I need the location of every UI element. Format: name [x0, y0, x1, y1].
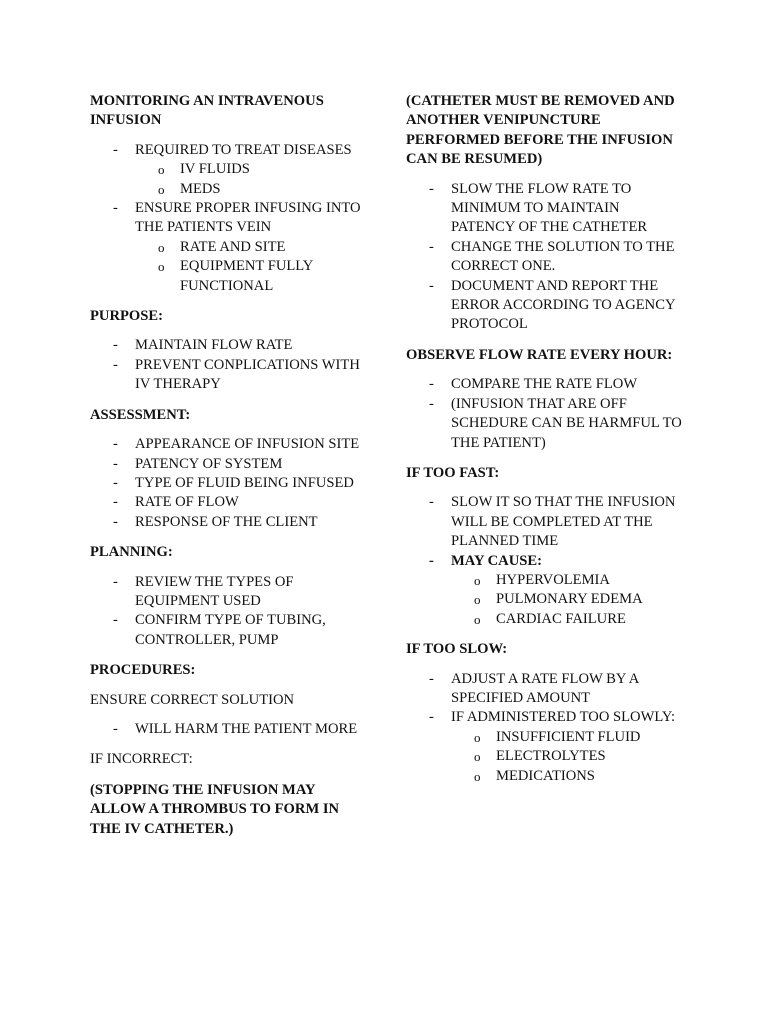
- circle-bullet: o: [474, 729, 481, 745]
- procedures-heading: PROCEDURES:: [90, 662, 196, 679]
- list-item: - SLOW THE FLOW RATE TO MINIMUM TO MAINTAIN PATENCY OF THE CATHETER: [429, 180, 648, 236]
- left-column: [90, 92, 365, 839]
- dash-bullet: -: [113, 141, 118, 158]
- planning-heading: PLANNING:: [90, 544, 173, 561]
- sub-list-item: o IV FLUIDS: [90, 160, 365, 179]
- purpose-list: [90, 336, 365, 394]
- circle-bullet: o: [474, 749, 481, 765]
- list-item: - IF ADMINISTERED TOO SLOWLY:: [406, 708, 686, 727]
- dash-bullet: -: [429, 238, 434, 255]
- sub-list-item: o RATE AND SITE: [90, 238, 365, 257]
- if-incorrect-label: IF INCORRECT:: [90, 751, 193, 768]
- dash-bullet: -: [113, 200, 118, 217]
- list-item: - APPEARANCE OF INFUSION SITE: [90, 435, 365, 454]
- purpose-heading: PURPOSE:: [90, 308, 163, 325]
- dash-bullet: -: [113, 612, 118, 629]
- sub-list-item: o ELECTROLYTES: [406, 747, 686, 766]
- circle-bullet: o: [158, 239, 165, 255]
- assessment-list: [90, 435, 365, 532]
- assessment-heading: ASSESSMENT:: [90, 406, 191, 423]
- dash-bullet: -: [429, 180, 434, 197]
- catheter-note: (CATHETER MUST BE REMOVED AND ANOTHER VENIPUNCTURE PERFORMED BEFORE THE INFUSION CAN BE RESUMED): [406, 93, 675, 168]
- document-title: MONITORING AN INTRAVENOUS INFUSION: [90, 93, 324, 129]
- planning-list: [90, 573, 365, 651]
- list-item: - RATE OF FLOW: [90, 493, 365, 512]
- circle-bullet: o: [474, 611, 481, 627]
- list-item: - ENSURE PROPER INFUSING INTO THE PATIENTS VEIN: [113, 200, 361, 236]
- list-item: - REQUIRED TO TREAT DISEASES: [90, 141, 365, 160]
- circle-bullet: o: [474, 592, 481, 608]
- list-item: - CONFIRM TYPE OF TUBING, CONTROLLER, PUMP: [113, 612, 326, 648]
- list-item: - REVIEW THE TYPES OF EQUIPMENT USED: [113, 573, 294, 609]
- list-item: - PATENCY OF SYSTEM: [90, 455, 365, 474]
- dash-bullet: -: [429, 494, 434, 511]
- dash-bullet: -: [113, 337, 118, 354]
- observe-heading: OBSERVE FLOW RATE EVERY HOUR:: [406, 346, 673, 363]
- sub-list-item: o CARDIAC FAILURE: [406, 610, 686, 629]
- circle-bullet: o: [158, 162, 165, 178]
- too-slow-heading: IF TOO SLOW:: [406, 641, 508, 658]
- list-item: - PREVENT CONPLICATIONS WITH IV THERAPY: [113, 356, 360, 393]
- procedures-line: ENSURE CORRECT SOLUTION: [90, 691, 295, 708]
- dash-bullet: -: [429, 376, 434, 393]
- sub-list-item: o PULMONARY EDEMA: [406, 590, 686, 609]
- catheter-list: [406, 180, 686, 335]
- dash-bullet: -: [429, 552, 434, 569]
- dash-bullet: -: [113, 513, 118, 530]
- sub-list-item: o MEDICATIONS: [406, 767, 686, 786]
- list-item: - SLOW IT SO THAT THE INFUSION WILL BE COMPLETED AT THE PLANNED TIME: [429, 494, 676, 550]
- list-item: - ADJUST A RATE FLOW BY A SPECIFIED AMOUNT: [429, 670, 639, 706]
- too-slow-list: [406, 670, 686, 786]
- stopping-note: (STOPPING THE INFUSION MAY ALLOW A THROMBUS TO FORM IN THE IV CATHETER.): [90, 781, 340, 837]
- sub-list-item: o HYPERVOLEMIA: [406, 571, 686, 590]
- procedures-list: [90, 720, 365, 739]
- list-item: - MAY CAUSE:: [406, 552, 686, 571]
- observe-list: [406, 375, 686, 453]
- too-fast-heading: IF TOO FAST:: [406, 464, 500, 481]
- list-item: - COMPARE THE RATE FLOW: [406, 375, 686, 394]
- dash-bullet: -: [429, 395, 434, 412]
- dash-bullet: -: [113, 436, 118, 453]
- list-item: - TYPE OF FLUID BEING INFUSED: [90, 474, 365, 493]
- list-item: - RESPONSE OF THE CLIENT: [90, 513, 365, 532]
- circle-bullet: o: [474, 572, 481, 588]
- list-item: - CHANGE THE SOLUTION TO THE CORRECT ONE.: [429, 238, 675, 275]
- intro-list: [90, 141, 365, 296]
- dash-bullet: -: [429, 277, 434, 294]
- circle-bullet: o: [474, 768, 481, 784]
- list-item: - DOCUMENT AND REPORT THE ERROR ACCORDING TO AGENCY PROTOCOL: [429, 277, 675, 333]
- dash-bullet: -: [429, 709, 434, 726]
- sub-list-item: o INSUFFICIENT FLUID: [406, 728, 686, 747]
- list-item: - MAINTAIN FLOW RATE: [90, 336, 365, 355]
- dash-bullet: -: [113, 494, 118, 511]
- right-column: [406, 92, 686, 786]
- dash-bullet: -: [113, 474, 118, 491]
- list-item: - (INFUSION THAT ARE OFF SCHEDURE CAN BE HARMFUL TO THE PATIENT): [429, 395, 682, 451]
- dash-bullet: -: [113, 455, 118, 472]
- too-fast-list: [406, 493, 686, 629]
- dash-bullet: -: [113, 720, 118, 737]
- circle-bullet: o: [158, 181, 165, 197]
- sub-list-item: o EQUIPMENT FULLY FUNCTIONAL: [158, 258, 313, 294]
- list-item: - WILL HARM THE PATIENT MORE: [90, 720, 365, 739]
- dash-bullet: -: [113, 573, 118, 590]
- circle-bullet: o: [158, 259, 165, 275]
- dash-bullet: -: [113, 356, 118, 373]
- sub-list-item: o MEDS: [90, 180, 365, 199]
- dash-bullet: -: [429, 670, 434, 687]
